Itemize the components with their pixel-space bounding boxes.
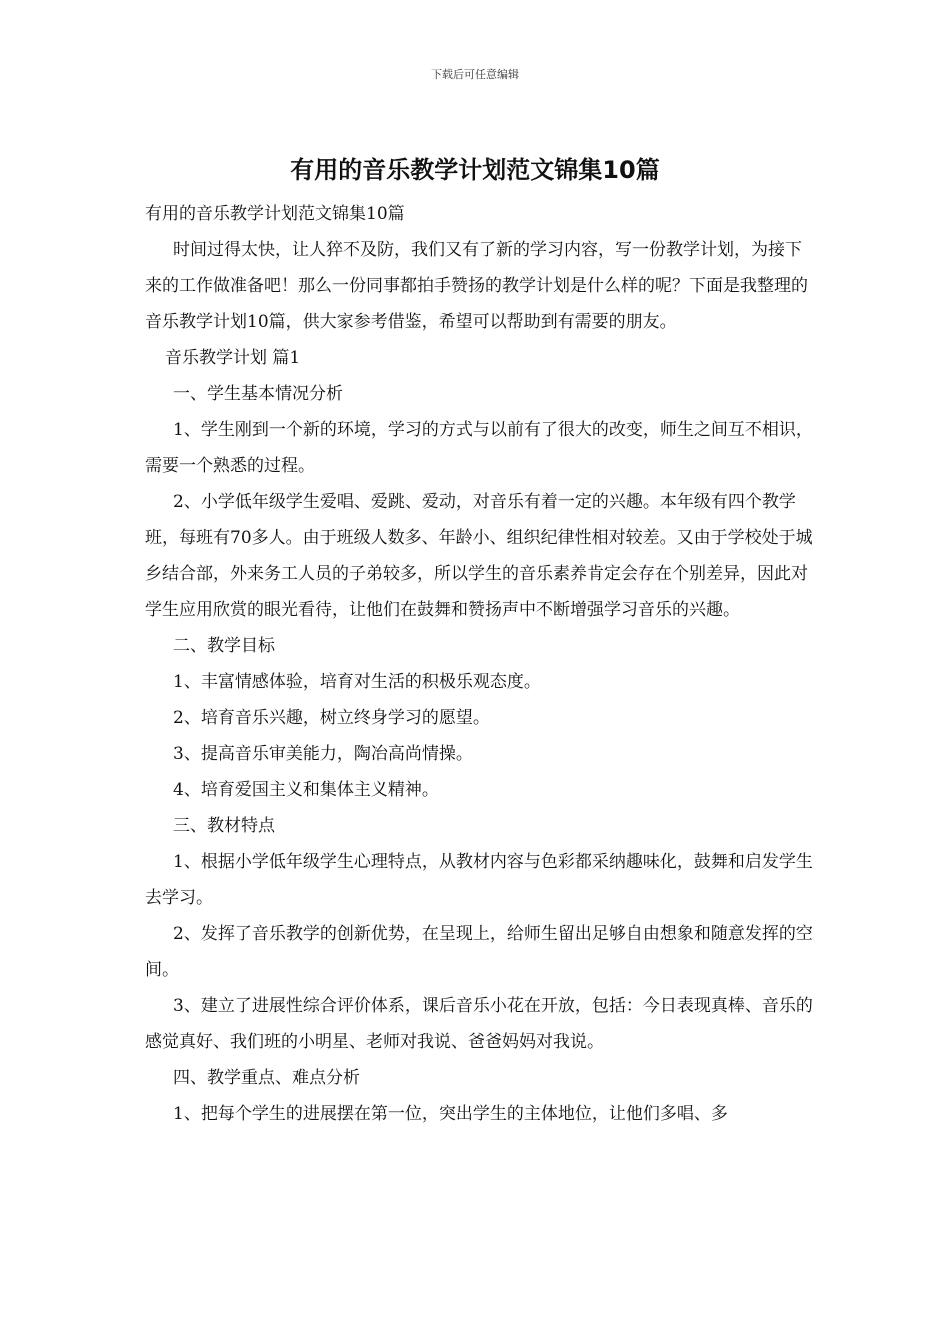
paragraph: 二、教学目标 [173, 636, 275, 656]
paragraph: 1、学生刚到一个新的环境，学习的方式与以前有了很大的改变，师生之间互不相识，需要一个熟悉的过程。 [145, 420, 813, 476]
paragraph: 3、建立了进展性综合评价体系，课后音乐小花在开放，包括：今日表现真棒、音乐的感觉真好、我们班的小明星、老师对我说、爸爸妈妈对我说。 [145, 996, 813, 1052]
document-body [145, 196, 815, 1132]
paragraph: 一、学生基本情况分析 [173, 384, 343, 404]
paragraph: 2、小学低年级学生爱唱、爱跳、爱动，对音乐有着一定的兴趣。本年级有四个教学班，每班有70多人。由于班级人数多、年龄小、组织纪律性相对较差。又由于学校处于城乡结合部，外来务工人员的子弟较多，所以学生的音乐素养肯定会存在个别差异，因此对学生应用欣赏的眼光看待，让他们在鼓舞和赞扬声中不断增强学习音乐的兴趣。 [145, 492, 813, 620]
header-note: 下载后可任意编辑 [431, 68, 519, 81]
paragraph: 3、提高音乐审美能力，陶冶高尚情操。 [173, 744, 473, 764]
paragraph: 1、把每个学生的进展摆在第一位，突出学生的主体地位，让他们多唱、多 [173, 1104, 728, 1124]
paragraph: 三、教材特点 [173, 816, 275, 836]
paragraph: 2、发挥了音乐教学的创新优势，在呈现上，给师生留出足够自由想象和随意发挥的空间。 [145, 924, 813, 980]
paragraph: 2、培育音乐兴趣，树立终身学习的愿望。 [173, 708, 490, 728]
paragraph: 时间过得太快，让人猝不及防，我们又有了新的学习内容，写一份教学计划，为接下来的工作做准备吧！那么一份同事都拍手赞扬的教学计划是什么样的呢？下面是我整理的音乐教学计划10篇，供大家参考借鉴，希望可以帮助到有需要的朋友。 [145, 240, 808, 332]
paragraph: 4、培育爱国主义和集体主义精神。 [173, 780, 439, 800]
paragraph: 1、丰富情感体验，培育对生活的积极乐观态度。 [173, 672, 541, 692]
paragraph: 有用的音乐教学计划范文锦集10篇 [145, 204, 405, 224]
paragraph: 1、根据小学低年级学生心理特点，从教材内容与色彩都采纳趣味化，鼓舞和启发学生去学习。 [145, 852, 813, 908]
paragraph: 音乐教学计划 篇1 [165, 348, 301, 368]
paragraph: 四、教学重点、难点分析 [173, 1068, 360, 1088]
document-title: 有用的音乐教学计划范文锦集10篇 [290, 156, 660, 184]
